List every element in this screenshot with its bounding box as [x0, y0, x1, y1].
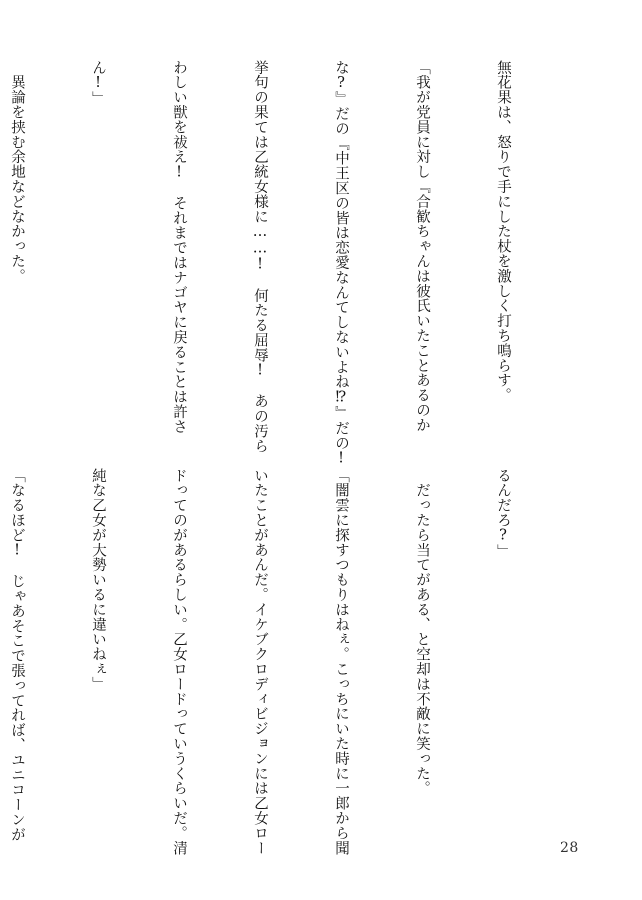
- text-line: 純な乙女が大勢いるに違いねぇ」: [90, 468, 106, 692]
- text-line: だったら当てがある、と空却は不敵に笑った。: [414, 468, 430, 796]
- text-line: ドってのがあるらしい。乙女ロードっていうくらいだ。清: [171, 468, 187, 856]
- text-line: な?』だの『中王区の皆は恋愛なんてしないよね⁉』だの!: [333, 60, 349, 467]
- page-number: 28: [560, 840, 579, 856]
- text-line: 挙句の果ては乙統女様に……! 何たる屈辱! あの汚ら: [252, 60, 268, 454]
- text-line: 「我が党員に対し『合歓ちゃんは彼氏いたことあるのか: [414, 60, 430, 433]
- text-block-lower: [0, 468, 570, 868]
- text-line: 無花果は、怒りで手にした杖を激しく打ち鳴らす。: [495, 60, 511, 403]
- text-line: 「闇雲に探すつもりはねぇ。こっちにいた時に一郎から聞: [333, 468, 349, 856]
- text-line: 異論を挟む余地などなかった。: [9, 60, 25, 284]
- text-line: わしい獣を祓え! それまではナゴヤに戻ることは許さ: [171, 60, 187, 434]
- text-line: ん!」: [90, 60, 106, 107]
- text-line: いたことがあんだ。イケブクロディビジョンには乙女ロー: [252, 468, 268, 856]
- text-line: るんだろ?」: [495, 468, 511, 559]
- text-block-upper: [0, 60, 570, 467]
- text-line: 「なるほど! じゃあそこで張ってれば、ユニコーンが: [9, 468, 25, 842]
